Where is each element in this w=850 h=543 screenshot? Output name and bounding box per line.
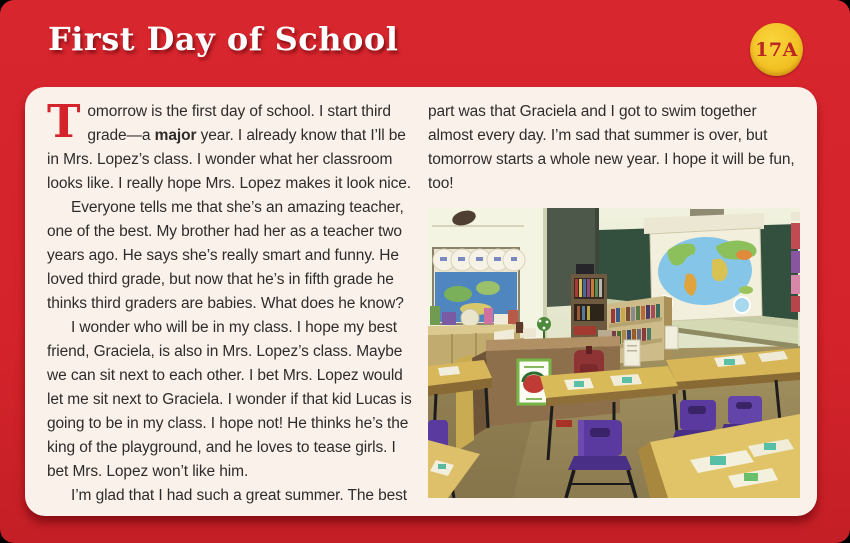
paragraph-2: Everyone tells me that she’s an amazing teacher, one of the best. My brother had her as a teacher two years ago. He says she’s really smart and funny. He loved third grade, but now that he’s in fifth grade he thinks third graders are babies. What does he know?: [47, 199, 404, 312]
text-column-left: [47, 95, 415, 508]
paragraph-4: I’m glad that I had such a great summer. The best: [71, 487, 407, 504]
paragraph-5: part was that Graciela and I got to swim together almost every day. I’m sad that summer is over, but tomorrow starts a whole new year. I hope it will be fun, too!: [428, 103, 795, 192]
paragraph-1-bold-word: major: [154, 127, 197, 144]
paragraph-3: I wonder who will be in my class. I hope my best friend, Graciela, is also in Mrs. Lopez’s class. Maybe we can sit next to each other. I bet Mrs. Lopez would let me sit next to Graciela. I wonder if that kid Lucas is going to be in my class. I hope not! He thinks he’s the king of the playground, and he loves to tease girls. I bet Mrs. Lopez won’t like him.: [47, 319, 412, 480]
paragraph-1: [47, 95, 415, 196]
card-number-badge: [750, 23, 803, 76]
paragraph-1-text: omorrow is the first day of school. I start third grade—a: [87, 103, 391, 144]
wall-posters-right: [791, 212, 800, 312]
card-number-label: 17A: [755, 38, 798, 61]
content-card: [25, 87, 817, 516]
text-column-right: [428, 100, 800, 196]
page-title: First Day of School: [48, 20, 399, 58]
wall-decor-left: [432, 208, 525, 324]
paragraph-1-text-end: year. I already know that I’ll be in Mrs. Lopez’s class. I wonder what her classroom looks like. I really hope Mrs. Lopez makes it look nice.: [47, 127, 411, 192]
classroom-photo: [428, 208, 800, 498]
drop-cap: T: [47, 95, 81, 148]
